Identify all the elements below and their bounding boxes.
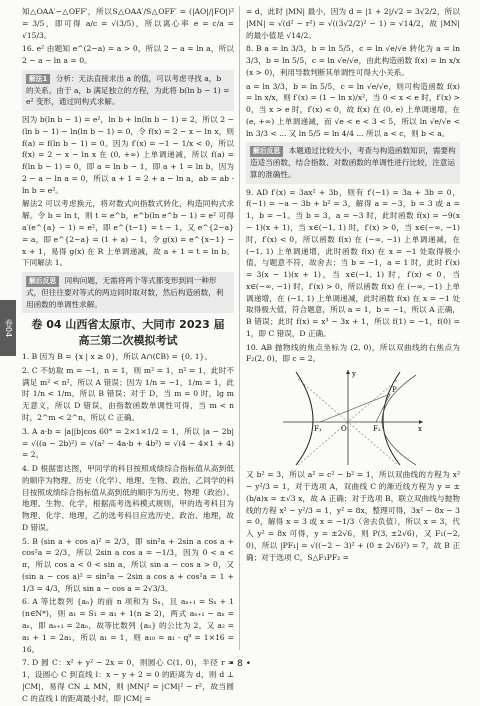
paragraph: 16. e² 由题知 e^(2−a) = a > 0，所以 2 − a = ln a，所以 2 − a − ln a = 0。 [22, 44, 234, 66]
column-divider [239, 6, 240, 650]
hyperbola-parabola-figure [278, 367, 428, 467]
reflection-box [246, 142, 460, 183]
segment-pf1 [320, 394, 390, 422]
question-answer: 10. AB 抛物线的焦点坐标为 (2, 0)，所以双曲线的右焦点为 F₂(2, 0)，即 c = 2。 [246, 342, 460, 364]
reflection-box [22, 272, 234, 313]
question-answer: 8. B a = ln 3/3，b = ln 5/5，c = ln √e/√e 转化为 a = ln 3/3，b = ln 5/5，c = ln √e/√e，由此构造函数 f(x) = ln x/x (x > 0)，利用导数判断其单调性可得大小关系。 [246, 44, 460, 77]
question-answer: 2. C 不妨取 m = −1，n = 1，则 m² = 1，n² = 1，此时不满足 m² < n²，所以 A 错误；因为 1/n = −1，1/m = 1，此时 1/n < 1/m，所以 B 错误；对于 D，当 m = 0 时，lg m 无意义，所以 D 错误，由指数函数单调性可得，当 m < n 时，2^m < 2^n，所以 C 正确。 [22, 365, 234, 422]
paper-title [22, 317, 234, 348]
question-answer: 9. AD f′(x) = 3ax² + 3b，则有 f′(−1) = 3a + 3b = 0，f(−1) = −a − 3b + b² = 3，解得 a = −3，b = 3 或 a = 1，b = −1。当 b = 3，a = −3 时，此时函数 f(x) = −9(x − 1)(x + 1)，当 x∈(−1, 1) 时，f′(x) > 0，当 x∈(−∞, −1) 时，f′(x) < 0，所以函数 f(x) 在 (−∞, −1) 上单调递减，在 (−1, 1) 上单调递增，此时函数 f(x) 在 x = −1 处取得极小值，与题意不符，故舍去；当 b = −1，a = 1 时，此时 f′(x) = 3(x − 1)(x + 1)，当 x∈(−1, 1) 时，f′(x) < 0，当 x∈(−∞, −1) 时，f′(x) > 0，所以函数 f(x) 在 (−∞, −1) 上单调递增，在 (−1, 1) 上单调递减，此时函数 f(x) 在 x = −1 处取得极大值，符合题意，所以 a = 1，b = −1，所以 A 正确，B 错误；此时 f(x) = x³ − 3x + 1，所以 f(1) = −1，f(0) = 1，即 C 错误，D 正确。 [246, 187, 460, 338]
solution-box [22, 70, 234, 111]
label-f2: F₂ [373, 425, 381, 434]
paper-title-line-1: 卷 04 山西省太原市、大同市 2023 届 [31, 318, 225, 332]
paragraph: 又 b² = 3，所以 a² = c² − b² = 1，所以双曲线的方程为 x² − y²/3 = 1，对于选项 A，双曲线 C 的渐近线方程为 y = ±(b/a)x = ±√3 x，故 A 正确；对于选项 B，联立双曲线与抛物线的方程 x² − y²/3 = 1，y² = 8x，整理可得，3x² − 8x − 3 = 0，解得 x = 3 或 x = −1/3（舍去负值），所以 x = 3，代入 y² = 8x 可得，y = ±2√6，则 P(3, ±2√6)，又 F₁(−2, 0)，所以 |PF₁| = √((−2 − 3)² + (0 ± 2√6)²) = 7，故 B 正确；对于选项 C，S△F₁PF₂ = [246, 470, 460, 562]
hyperbola-left-branch [296, 372, 313, 465]
paragraph: a = ln 3/3，b = ln 5/5，c = ln √e/√e，则可构造函数 f(x) = ln x/x，则 f′(x) = (1 − ln x)/x²，当 0 < x < e 时，f′(x) > 0，当 x > e 时，f′(x) < 0，故 f(x) 在 (0, e) 上单调递增，在 (e, +∞) 上单调递减，而 √e < e < 3 < 5，所以 ln √e/√e < ln 3/3 < ... 又 ln 5/5 = ln 4/4 ... 所以 a < c，则 b < a。 [246, 81, 460, 138]
right-column [246, 6, 460, 565]
reflection-text: 同构问题，无需将两个等式都变形到同一种形式，但往往要对等式的两边同时取对数，然后构造函数，利用函数的单调性求解。 [26, 276, 224, 309]
label-p: P [392, 386, 397, 395]
reflection-tag: 解后反思 [26, 276, 59, 287]
reflection-text: 本题通过比较大小，考查与构造函数知识，需要构造适当函数，结合指数、对数函数的单调性进行比较，注意运算的准确性。 [250, 146, 456, 179]
question-answer: 6. A 等比数列 {aₙ} 的前 n 项和为 Sₙ，且 aₙ₊₁ = Sₙ + 1 (n∈N*)，则 a₁ = S₁ = a₁ + 1(n ≥ 2)，两式 aₙ₊₁ − aₙ = aₙ，即 aₙ₊₁ = 2aₙ，故等比数列 {aₙ} 的公比为 2，又 a₂ = a₁ + 1 = 2a₁，所以 a₁ = 1，则 a₁₀ = a₁ · q⁹ = 1×16 = 16。 [22, 597, 234, 654]
label-f1: F₁ [314, 425, 322, 434]
question-answer: 1. B 因为 B = {x | x ≥ 0}，所以 A∩(∁B) = {0, 1}。 [22, 352, 212, 362]
label-y: y [352, 370, 356, 379]
paragraph: = d，此时 |MN| 最小，因为 d = |1 + 2|/√2 = 3√2/2，所以 |MN| = √(d² − r²) = √((3√2/2)² − 1) = √14/2，故 |MN| 的最小值是 √14/2。 [246, 7, 460, 40]
paragraph: 知△OAA′∽△OFF′，所以S△OAA′/S△OFF′ = (|AO|/|FO|)² = 3/5，即可得 a/c = √(3/5)，所以离心率 e = c/a = √15/3。 [22, 7, 234, 40]
section-side-tab: 卷04 [0, 300, 16, 356]
paragraph: 因为 b(ln b − 1) = e²，ln b + ln(ln b − 1) = 2，所以 2 − (ln b − 1) − ln(ln b − 1) = 0，令 f(x) = 2 − x − ln x，则 f(a) = f(ln b − 1) = 0。因为 f′(x) = −1 − 1/x < 0，所以 f(x) = 2 − x − ln x 在 (0, +∞) 上单调递减，所以 f(a) = f(ln b − 1) = 0，即 a = ln b − 1，即 a + 1 = ln b，因为 2 − a − ln a = 0，所以 a + 1 = 2 + a − ln a，ab = ab · ln b = e²。 [22, 115, 234, 195]
x-axis-arrow [419, 420, 423, 424]
left-column [22, 6, 234, 706]
paper-title-line-2: 高三第二次模拟考试 [78, 333, 178, 347]
solution-text: 分析：无法直接求出 a 的值，可以考虑寻找 a，b 的关系。由于 a，b 满足独立的方程，为此将 b(ln b − 1) = e² 变形，通过同构式求解。 [26, 73, 230, 107]
page-number: • 8 • [228, 659, 252, 669]
label-x: x [418, 425, 422, 434]
paragraph: 解法2 可以考虑换元，将对数式向指数式转化，构造同构式求解。令 b = ln t，则 t = e^b，e^b(ln e^b − 1) = e² 可得 a′(e^{a} − 1) = e²，即 e^{t−1} = t − 1，又 e^{2−a} = a，即 e^{2−a} = (1 + a) − 1，令 g(x) = e^{x−1} − x + 1，易得 g(x) 在 R 上单调递减，故 a + 1 = t = ln b。下同解法 1。 [22, 199, 234, 268]
question-answer: 7. D 圆 C：x² + y² − 2x = 0，则圆心 C(1, 0)，半径 r = 1，设圆心 C 到直线 l：x − y + 2 = 0 的距离为 d，则 d ⊥ |CM|，易得 CN ⊥ MN，则 |MN|² = |CM|² − r²，故当圆 C 的直线 l 的距离最小时，即 |CM| = [22, 658, 234, 703]
question-answer: 3. A a·b = |a||b|cos 60° = 2×1×1/2 = 1，所以 |a − 2b| = √((a − 2b)²) = √(a² − 4a·b + 4b²) = √(4 − 4×1 + 4) = 2。 [22, 426, 234, 460]
question-answer: 5. B (sin a + cos a)² = 2/3，即 sin²a + 2sin a cos a + cos²a = 2/3，所以 2sin a cos a = −1/3，因为 0 < a < π，所以 cos a < 0 < sin a，所以 sin a − cos a > 0，又 (sin a − cos a)² = sin²a − 2sin a cos a + cos²a = 1 + 1/3 = 4/3，所以 sin a − cos a = 2√3/3。 [22, 536, 234, 593]
question-answer: 4. D 根据雷达图，甲同学的科目按照成绩综合指标值从高到低的顺序为物理、历史（化学）、地理、生物、政治，乙同学的科目按照成绩综合指标值从高到低的顺序为历史、物理（政治）、地理、生物、化学，根据高考选科模式规则，甲的选考科目为物理、化学、地理，乙的选考科目应选历史、政治、地理，故 D 错误。 [22, 464, 234, 532]
label-o: O [341, 425, 347, 434]
reflection-tag: 解后反思 [250, 146, 283, 157]
y-axis-arrow [346, 370, 350, 374]
solution-tag: 解法1 [26, 74, 50, 85]
